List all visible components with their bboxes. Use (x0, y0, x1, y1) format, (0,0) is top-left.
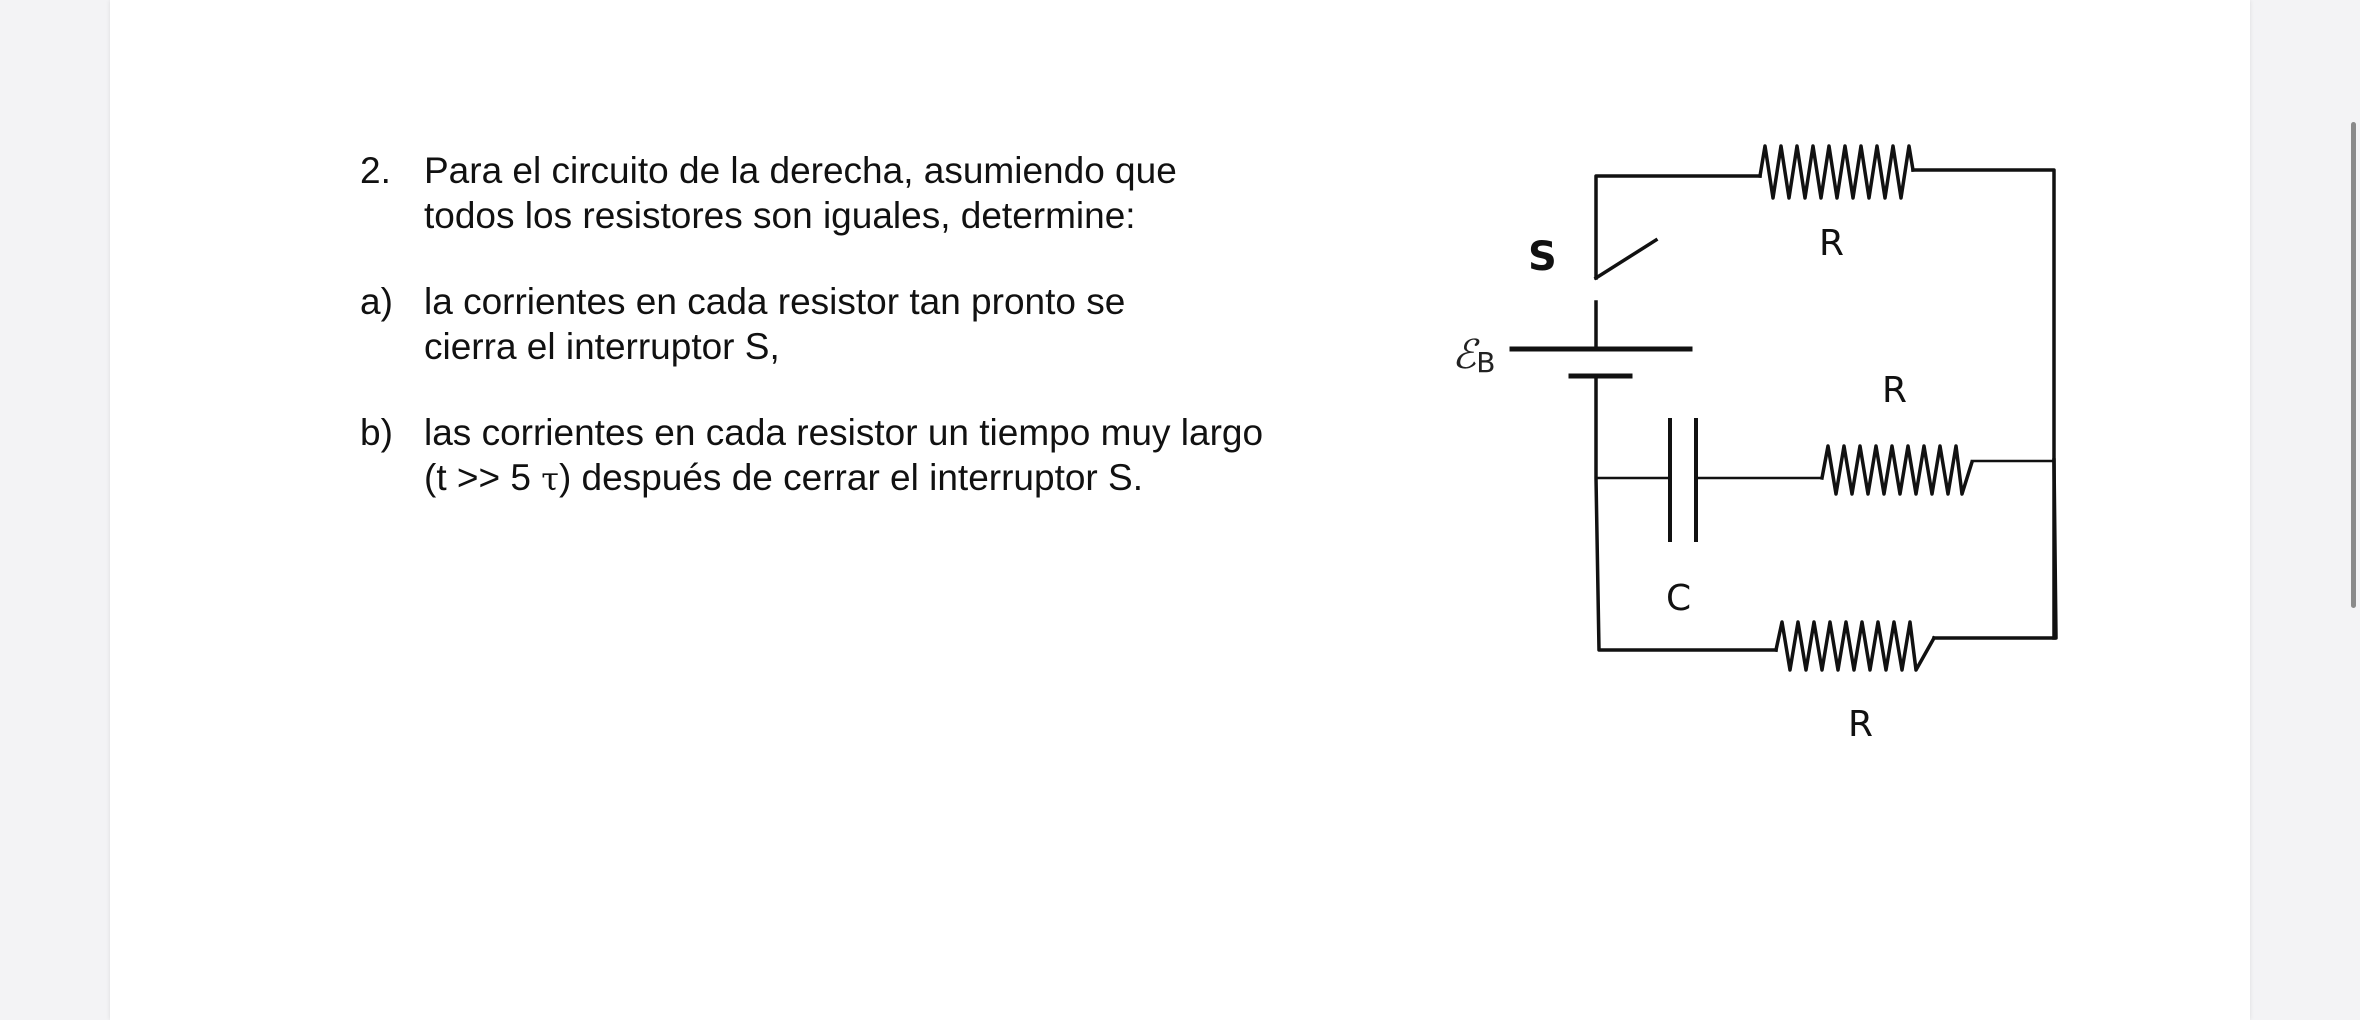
part-b-label: b) (360, 412, 393, 453)
capacitor-label: C (1666, 578, 1692, 619)
document-page (110, 0, 2250, 1020)
part-a-line-2: cierra el interruptor S, (424, 326, 780, 367)
part-b-line-2-start: (t >> 5 (424, 457, 542, 498)
part-b-line-1: las corrientes en cada resistor un tiempo muy largo (424, 412, 1264, 453)
vertical-scrollbar[interactable] (2344, 0, 2360, 1020)
part-a-label: a) (360, 281, 393, 322)
switch-blade (1596, 240, 1656, 278)
resistor-bottom (1776, 622, 1934, 670)
problem-part-a (360, 279, 1420, 369)
wire-bottom-right (1934, 460, 2056, 638)
tau-symbol: τ (541, 460, 559, 498)
problem-number: 2. (360, 150, 391, 191)
resistor-middle (1822, 446, 1972, 494)
resistor-middle-label: R (1882, 370, 1908, 411)
problem-intro (360, 148, 1420, 238)
scrollbar-thumb[interactable] (2351, 122, 2356, 608)
resistor-top (1760, 146, 1913, 198)
resistor-top-label: R (1819, 223, 1845, 264)
battery-emf-label (1452, 332, 1495, 379)
problem-intro-line-1: Para el circuito de la derecha, asumiendo que (424, 150, 1177, 191)
part-a-line-1: la corrientes en cada resistor tan pronto se (424, 281, 1126, 322)
problem-statement (360, 148, 1420, 502)
problem-part-b (360, 410, 1420, 502)
circuit-diagram (1448, 120, 2208, 770)
part-b-line-2-end: ) después de cerrar el interruptor S. (558, 457, 1143, 498)
part-b-line-2 (424, 455, 1420, 502)
problem-intro-line-2: todos los resistores son iguales, determine: (424, 195, 1136, 236)
wire-top-right (1913, 170, 2054, 638)
battery-emf-subscript: B (1476, 346, 1496, 379)
switch-label: S (1528, 234, 1557, 280)
resistor-bottom-label: R (1848, 704, 1874, 745)
battery-emf-symbol: ℰ (1452, 332, 1477, 378)
